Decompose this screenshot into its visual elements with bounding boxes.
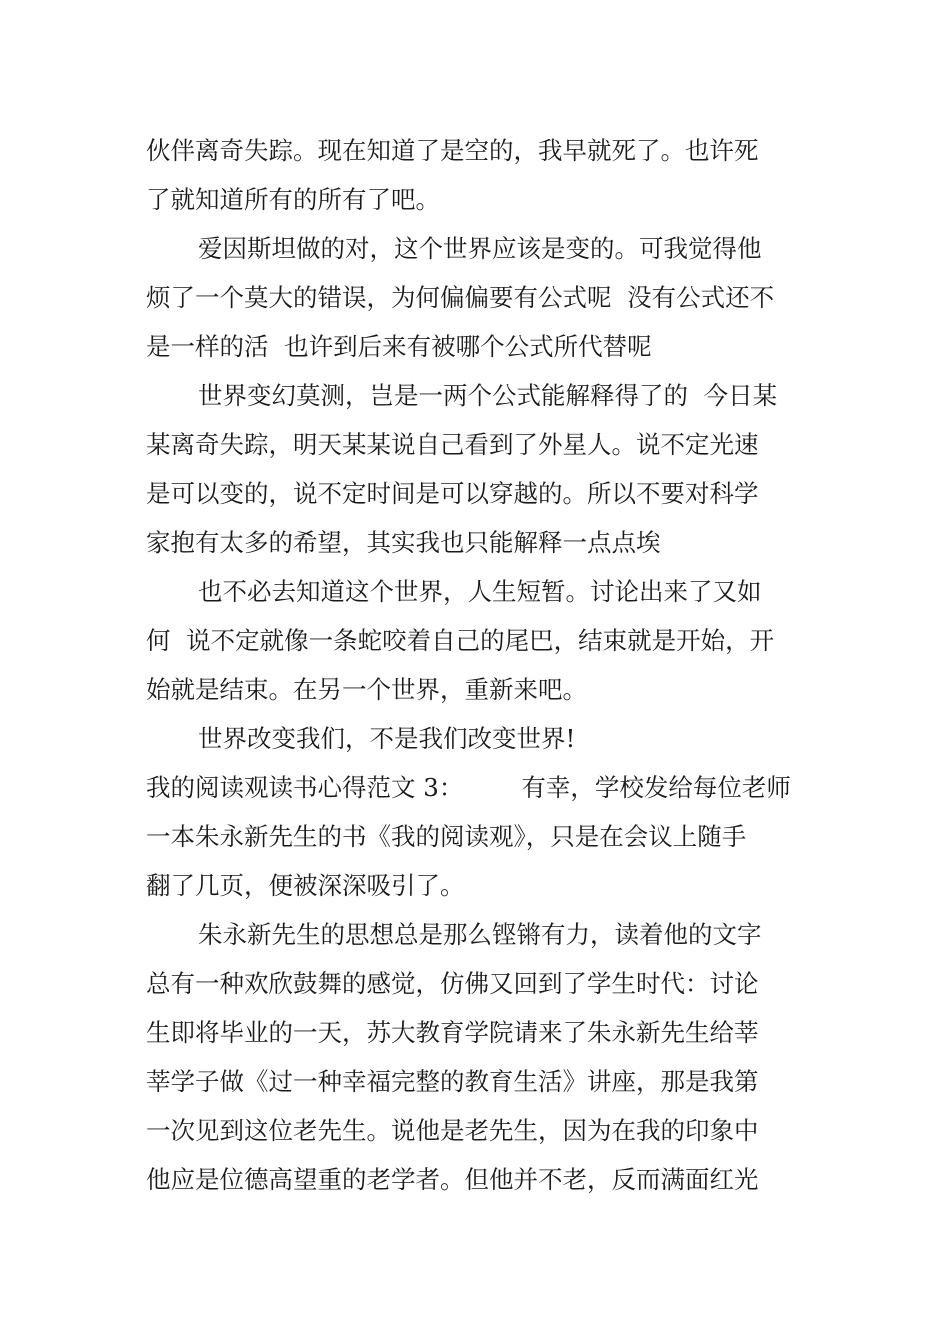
text-line: 莘学子做《过一种幸福完整的教育生活》讲座，那是我第	[146, 1067, 759, 1096]
text-line: 生即将毕业的一天，苏大教育学院请来了朱永新先生给莘	[146, 1018, 759, 1047]
document-body	[146, 126, 806, 1204]
text-line: 是一样的活 也许到后来有被哪个公式所代替呢	[146, 332, 652, 361]
text-line: 伙伴离奇失踪。现在知道了是空的，我早就死了。也许死	[146, 136, 759, 165]
text-line: 家抱有太多的希望，其实我也只能解释一点点埃	[146, 528, 661, 557]
text-line: 一次见到这位老先生。说他是老先生，因为在我的印象中	[146, 1116, 759, 1145]
section-heading-line	[146, 763, 806, 812]
text-line: 一本朱永新先生的书《我的阅读观》，只是在会议上随手	[146, 822, 747, 851]
heading-rest: 有幸，学校发给每位老师	[521, 773, 791, 802]
text-line: 爱因斯坦做的对，这个世界应该是变的。可我觉得他	[198, 234, 762, 263]
text-line: 始就是结束。在另一个世界，重新来吧。	[146, 675, 587, 704]
section-heading: 我的阅读观读书心得范文 3：	[146, 773, 464, 802]
text-line: 某离奇失踪，明天某某说自己看到了外星人。说不定光速	[146, 430, 759, 459]
text-line: 了就知道所有的所有了吧。	[146, 185, 440, 214]
text-line: 翻了几页，便被深深吸引了。	[146, 871, 465, 900]
text-line: 是可以变的，说不定时间是可以穿越的。所以不要对科学	[146, 479, 759, 508]
text-line: 总有一种欢欣鼓舞的感觉，仿佛又回到了学生时代：讨论	[146, 969, 759, 998]
text-line: 何 说不定就像一条蛇咬着自己的尾巴，结束就是开始，开	[146, 626, 775, 655]
text-line: 朱永新先生的思想总是那么铿锵有力，读着他的文字	[198, 920, 762, 949]
text-line: 世界改变我们，不是我们改变世界!	[198, 724, 576, 753]
text-line: 烦了一个莫大的错误，为何偏偏要有公式呢 没有公式还不	[146, 283, 775, 312]
text-line: 他应是位德高望重的老学者。但他并不老，反而满面红光	[146, 1165, 759, 1194]
text-line: 也不必去知道这个世界，人生短暂。讨论出来了又如	[198, 577, 762, 606]
text-line: 世界变幻莫测，岂是一两个公式能解释得了的 今日某	[198, 381, 778, 410]
